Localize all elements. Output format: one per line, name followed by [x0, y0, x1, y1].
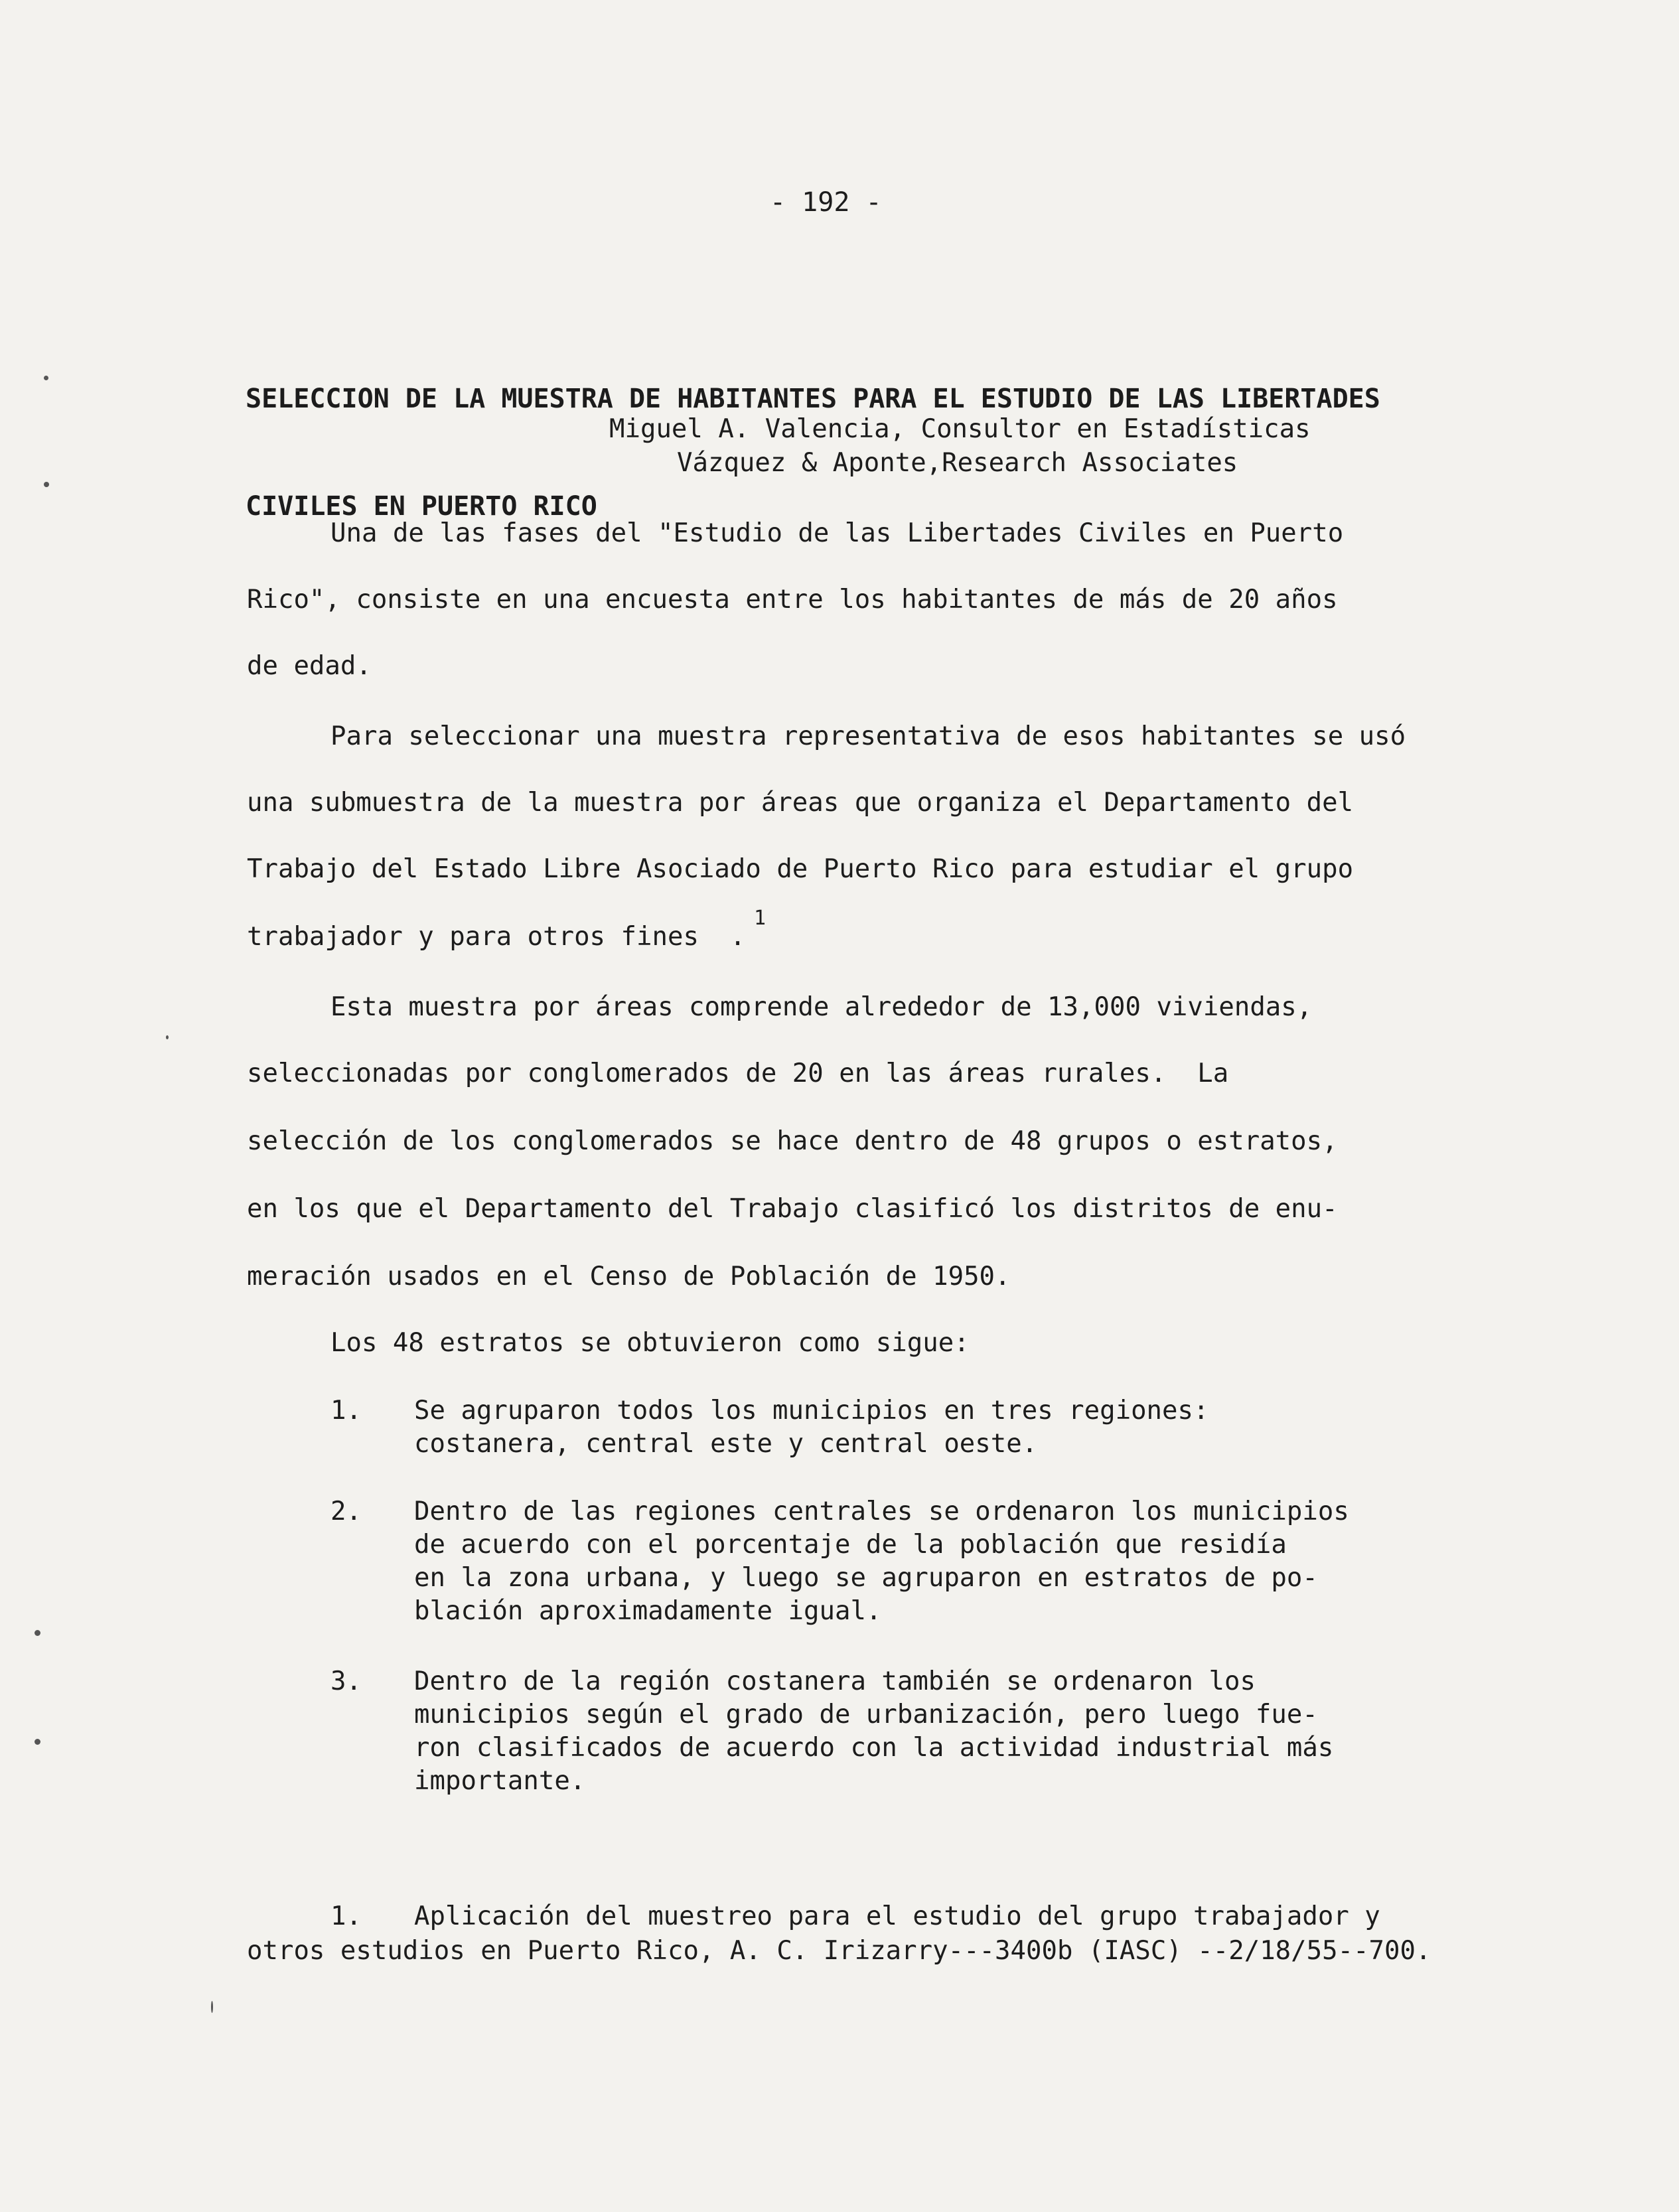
page-number: - 192 -: [770, 187, 882, 218]
paragraph-2-line-1: Para seleccionar una muestra representativa de esos habitantes se usó: [330, 721, 1406, 751]
list-item-3-line-1: Dentro de la región costanera también se ordenaron los: [414, 1666, 1256, 1696]
list-item-2-line-1: Dentro de las regiones centrales se ordenaron los municipios: [414, 1497, 1349, 1526]
paragraph-4: Los 48 estratos se obtuvieron como sigue:: [330, 1328, 970, 1358]
title-line-2: CIVILES EN PUERTO RICO: [246, 491, 597, 522]
list-item-3-line-2: municipios según el grado de urbanización, pero luego fue-: [414, 1700, 1318, 1730]
footnote-reference: 1: [754, 907, 767, 930]
footnote-line-1: Aplicación del muestreo para el estudio del grupo trabajador y: [414, 1901, 1380, 1931]
footnote-line-2: otros estudios en Puerto Rico, A. C. Irizarry---3400b (IASC) --2/18/55--700.: [247, 1936, 1431, 1966]
paragraph-3-line-5: meración usados en el Censo de Población de 1950.: [247, 1262, 1011, 1291]
paragraph-2-line-4: trabajador y para otros fines .: [247, 922, 746, 952]
list-item-1-line-1: Se agruparon todos los municipios en tres regiones:: [414, 1396, 1209, 1426]
paragraph-1-line-3: de edad.: [247, 651, 372, 681]
scan-speck: [166, 1035, 169, 1039]
footnote-number: 1.: [330, 1901, 362, 1931]
list-item-3-number: 3.: [330, 1666, 362, 1696]
paragraph-3-line-2: seleccionadas por conglomerados de 20 en las áreas rurales. La: [247, 1059, 1229, 1088]
list-item-2-line-4: blación aproximadamente igual.: [414, 1596, 882, 1626]
paragraph-1-line-2: Rico", consiste en una encuesta entre los habitantes de más de 20 años: [247, 585, 1338, 615]
list-item-2-number: 2.: [330, 1497, 362, 1526]
author-affiliation: Vázquez & Aponte,Research Associates: [677, 448, 1238, 478]
paragraph-3-line-3: selección de los conglomerados se hace dentro de 48 grupos o estratos,: [247, 1126, 1338, 1156]
paragraph-3-line-1: Esta muestra por áreas comprende alrededor de 13,000 viviendas,: [330, 992, 1313, 1022]
list-item-3-line-3: ron clasificados de acuerdo con la actividad industrial más: [414, 1733, 1334, 1763]
scan-speck: [44, 482, 49, 487]
scan-speck: [35, 1739, 40, 1745]
paragraph-2-line-3: Trabajo del Estado Libre Asociado de Puerto Rico para estudiar el grupo: [247, 854, 1354, 884]
paragraph-2-line-2: una submuestra de la muestra por áreas que organiza el Departamento del: [247, 788, 1354, 818]
paragraph-3-line-4: en los que el Departamento del Trabajo clasificó los distritos de enu-: [247, 1194, 1338, 1224]
list-item-3-line-4: importante.: [414, 1766, 586, 1796]
author-name: Miguel A. Valencia, Consultor en Estadísticas: [609, 414, 1311, 444]
list-item-1-line-2: costanera, central este y central oeste.: [414, 1429, 1038, 1459]
scan-speck: [211, 2001, 213, 2013]
list-item-1-number: 1.: [330, 1396, 362, 1426]
scan-speck: [44, 376, 48, 380]
list-item-2-line-3: en la zona urbana, y luego se agruparon en estratos de po-: [414, 1563, 1318, 1593]
paragraph-1-line-1: Una de las fases del "Estudio de las Libertades Civiles en Puerto: [330, 518, 1344, 548]
title-line-1: SELECCION DE LA MUESTRA DE HABITANTES PARA EL ESTUDIO DE LAS LIBERTADES: [246, 384, 1380, 414]
scan-speck: [35, 1630, 40, 1636]
list-item-2-line-2: de acuerdo con el porcentaje de la población que residía: [414, 1530, 1287, 1560]
